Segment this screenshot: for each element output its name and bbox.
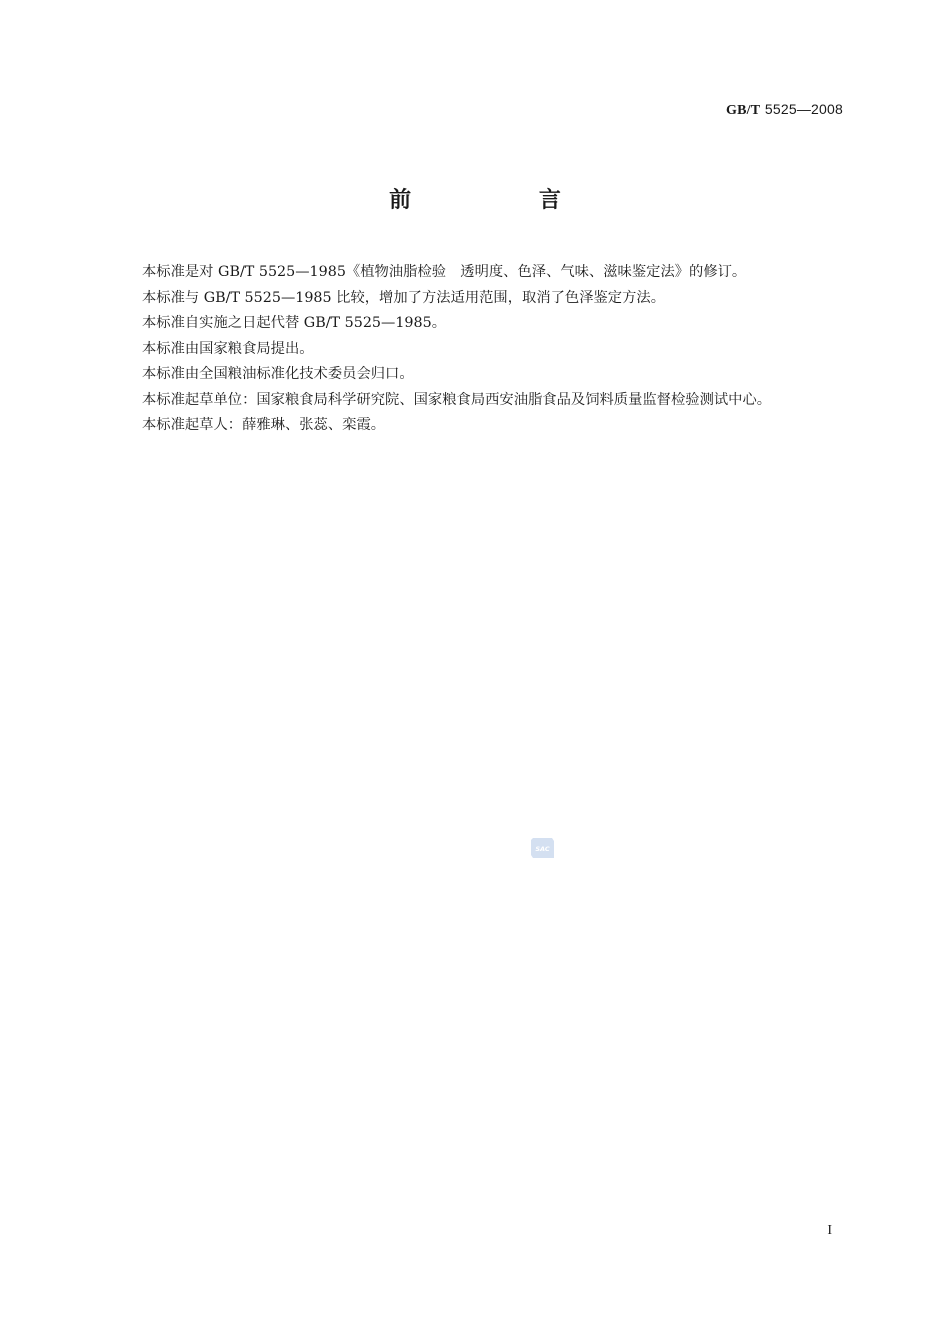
paragraph-changes: 本标准与 GB/T 5525—1985 比较，增加了方法适用范围，取消了色泽鉴定方法。 <box>142 289 665 306</box>
foreword-body <box>108 260 844 439</box>
page-number: I <box>827 1223 832 1238</box>
paragraph-centralized-by: 本标准由全国粮油标准化技术委员会归口。 <box>142 366 414 382</box>
paragraph-proposed-by: 本标准由国家粮食局提出。 <box>142 340 314 357</box>
paragraph-drafting-units: 本标准起草单位：国家粮食局科学研究院、国家粮食局西安油脂食品及饲料质量监督检验测试中心。 <box>142 391 772 408</box>
paragraph-revision: 本标准是对 GB/T 5525—1985《植物油脂检验 透明度、色泽、气味、滋味鉴定法》的修订。 <box>142 264 747 280</box>
standard-number: 5525—2008 <box>764 101 843 117</box>
standard-prefix: GB/T <box>725 103 761 118</box>
page-title: 前 言 <box>389 188 621 213</box>
sac-logo-text: SAC <box>535 845 550 853</box>
standard-code-header <box>726 101 843 119</box>
sac-watermark-logo <box>530 836 555 860</box>
paragraph-replaces: 本标准自实施之日起代替 GB/T 5525—1985。 <box>142 315 446 331</box>
paragraph-drafters: 本标准起草人：薛雅琳、张蕊、栾霞。 <box>142 417 386 433</box>
